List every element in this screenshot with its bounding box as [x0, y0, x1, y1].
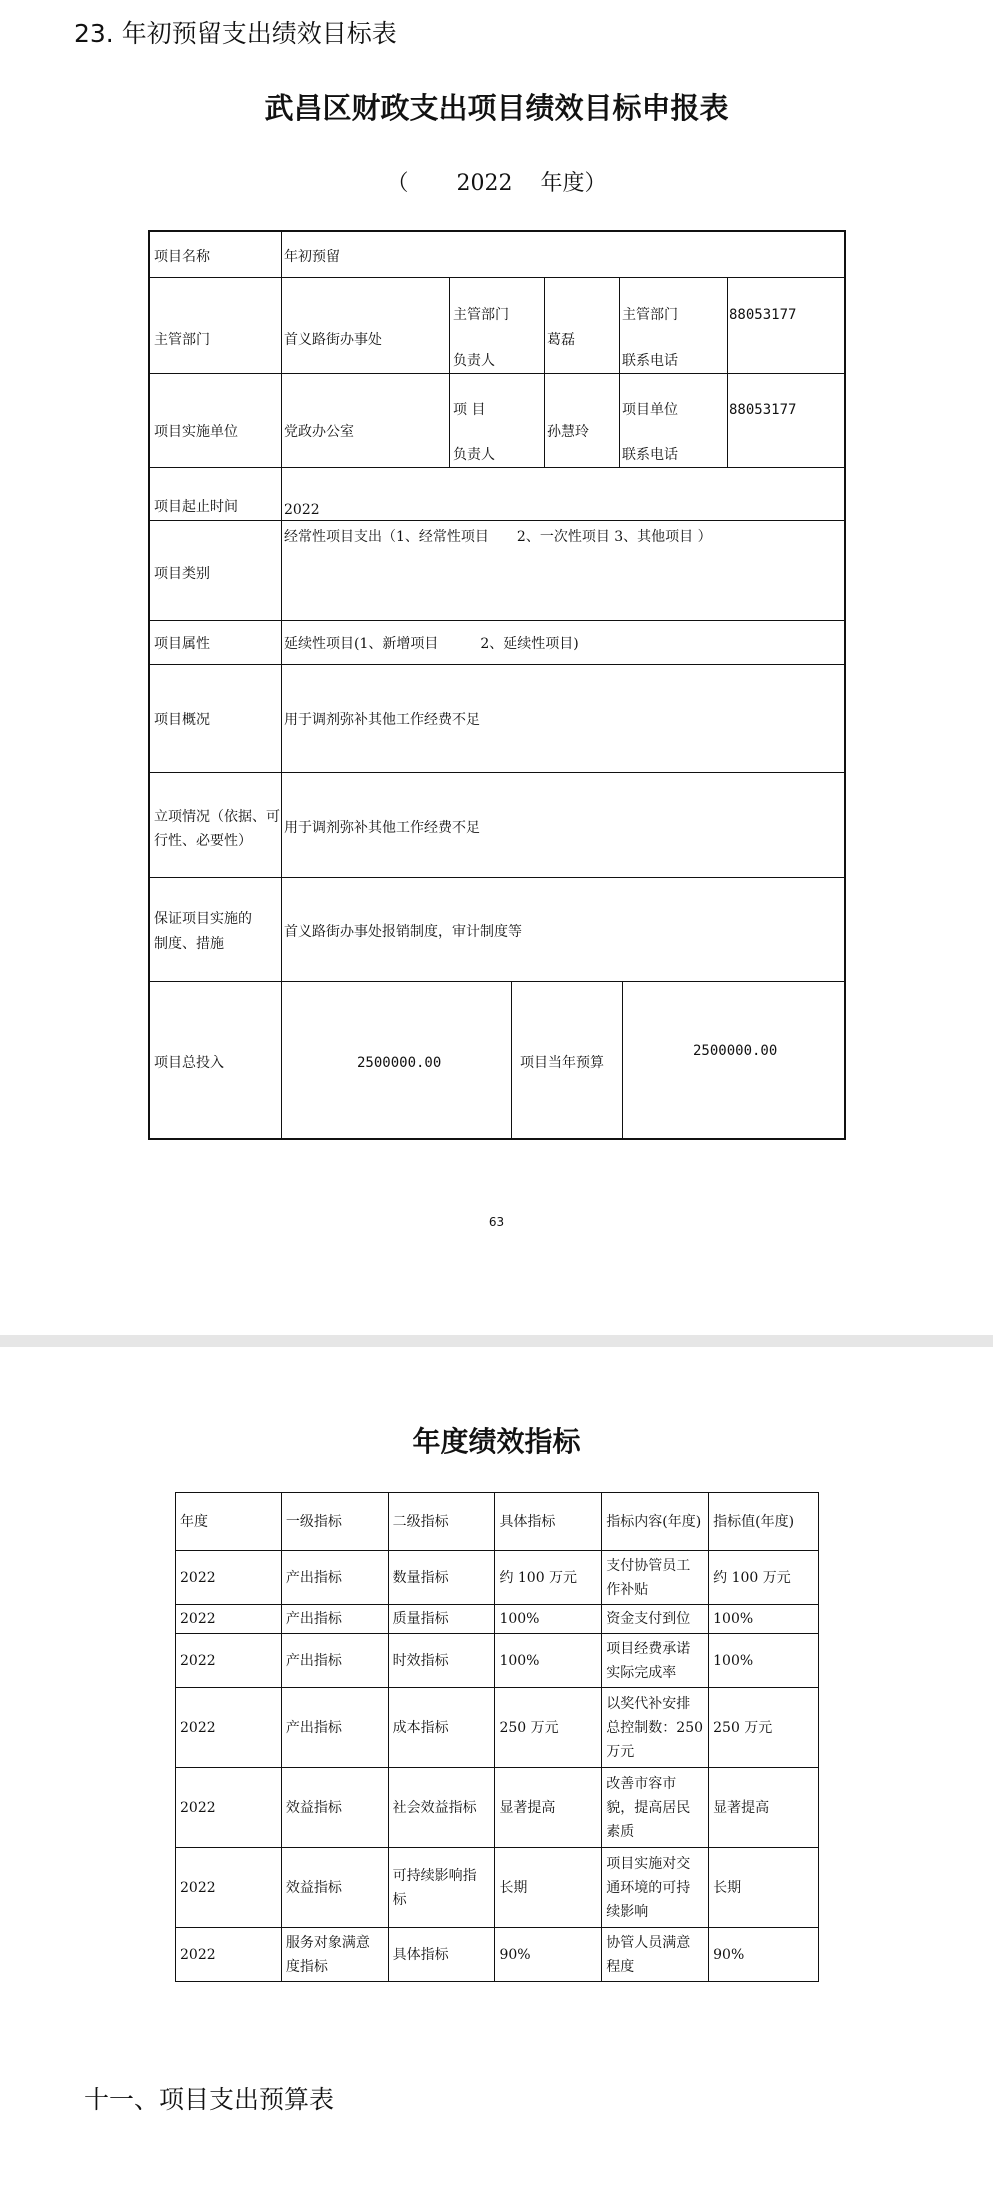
guarantee-label-2: 制度、措施	[154, 936, 224, 952]
unit-phone-value: 88053177	[729, 402, 797, 418]
header-cell: 指标内容(年度)	[602, 1493, 709, 1551]
department-head-label: 主管部门	[453, 307, 509, 323]
table-cell: 产出指标	[281, 1634, 388, 1688]
table-cell: 时效指标	[388, 1634, 495, 1688]
basis-value: 用于调剂弥补其他工作经费不足	[284, 820, 480, 836]
table-row	[176, 1928, 819, 1982]
header-cell: 二级指标	[388, 1493, 495, 1551]
unit-phone-label-2: 联系电话	[622, 447, 678, 463]
table-cell: 项目实施对交通环境的可持续影响	[602, 1848, 709, 1928]
table-cell: 具体指标	[388, 1928, 495, 1982]
table-cell: 可持续影响指标	[388, 1848, 495, 1928]
department-value: 首义路街办事处	[284, 332, 382, 348]
table-cell: 服务对象满意度指标	[281, 1928, 388, 1982]
table-row	[176, 1605, 819, 1634]
year-unit: 年度）	[540, 171, 607, 196]
investment-value: 2500000.00	[357, 1055, 442, 1071]
page-separator	[0, 1335, 993, 1347]
budget-value: 2500000.00	[693, 1043, 778, 1059]
department-phone-label: 主管部门	[622, 307, 678, 323]
header-cell: 具体指标	[495, 1493, 602, 1551]
performance-table	[175, 1492, 819, 1982]
unit-head-label-2: 负责人	[453, 447, 495, 463]
investment-label: 项目总投入	[154, 1055, 224, 1071]
table-cell: 100%	[495, 1634, 602, 1688]
table-cell: 250 万元	[709, 1688, 819, 1768]
table-cell: 改善市容市貌，提高居民素质	[602, 1768, 709, 1848]
form-title: 武昌区财政支出项目绩效目标申报表	[264, 91, 729, 125]
implementing-unit-value: 党政办公室	[284, 424, 354, 440]
table-cell: 2022	[176, 1928, 282, 1982]
table-cell: 100%	[709, 1605, 819, 1634]
basis-label-2: 行性、必要性）	[154, 833, 252, 849]
table-cell: 产出指标	[281, 1688, 388, 1768]
table-cell: 100%	[709, 1634, 819, 1688]
table-cell: 2022	[176, 1605, 282, 1634]
overview-value: 用于调剂弥补其他工作经费不足	[284, 712, 480, 728]
table-cell: 2022	[176, 1848, 282, 1928]
attribute-value: 延续性项目(1、新增项目 2、延续性项目)	[284, 636, 579, 652]
table-cell: 90%	[709, 1928, 819, 1982]
table-cell: 2022	[176, 1551, 282, 1605]
table-cell: 项目经费承诺实际完成率	[602, 1634, 709, 1688]
category-label: 项目类别	[154, 566, 210, 582]
table-cell: 90%	[495, 1928, 602, 1982]
table-cell: 成本指标	[388, 1688, 495, 1768]
table-row	[176, 1634, 819, 1688]
department-phone-label-2: 联系电话	[622, 353, 678, 369]
attribute-label: 项目属性	[154, 636, 210, 652]
guarantee-label: 保证项目实施的	[154, 911, 252, 927]
project-name-label: 项目名称	[154, 249, 210, 265]
table-cell: 2022	[176, 1768, 282, 1848]
table-cell: 250 万元	[495, 1688, 602, 1768]
unit-head-label: 项 目	[453, 402, 486, 418]
table-cell: 2022	[176, 1688, 282, 1768]
year-value: 2022	[456, 171, 513, 196]
project-name-value: 年初预留	[284, 249, 340, 265]
table-cell: 效益指标	[281, 1848, 388, 1928]
table-cell: 支付协管员工作补贴	[602, 1551, 709, 1605]
table-cell: 效益指标	[281, 1768, 388, 1848]
table-row	[176, 1848, 819, 1928]
budget-label: 项目当年预算	[520, 1055, 604, 1071]
period-label: 项目起止时间	[154, 499, 238, 515]
section-heading: 23. 年初预留支出绩效目标表	[74, 19, 397, 48]
header-cell: 一级指标	[281, 1493, 388, 1551]
form-year-line	[0, 166, 993, 197]
table-cell: 协管人员满意程度	[602, 1928, 709, 1982]
next-section-heading: 十一、项目支出预算表	[84, 2085, 335, 2114]
page-number: 63	[488, 1215, 505, 1229]
unit-head-value: 孙慧玲	[547, 424, 589, 440]
implementing-unit-label: 项目实施单位	[154, 424, 238, 440]
table-cell: 产出指标	[281, 1551, 388, 1605]
year-open-paren: （	[386, 171, 409, 196]
basis-label: 立项情况（依据、可	[154, 809, 280, 825]
table-cell: 以奖代补安排总控制数：250 万元	[602, 1688, 709, 1768]
header-cell: 指标值(年度)	[709, 1493, 819, 1551]
department-phone-value: 88053177	[729, 307, 797, 323]
table-cell: 产出指标	[281, 1605, 388, 1634]
table-header-row	[176, 1493, 819, 1551]
table-cell: 长期	[709, 1848, 819, 1928]
table-cell: 显著提高	[495, 1768, 602, 1848]
table-row	[176, 1551, 819, 1605]
table-row	[176, 1768, 819, 1848]
header-cell: 年度	[176, 1493, 282, 1551]
table-cell: 数量指标	[388, 1551, 495, 1605]
table-cell: 质量指标	[388, 1605, 495, 1634]
table-cell: 100%	[495, 1605, 602, 1634]
table-cell: 约 100 万元	[495, 1551, 602, 1605]
department-head-label-2: 负责人	[453, 353, 495, 369]
table-row	[176, 1688, 819, 1768]
period-value: 2022	[284, 502, 320, 518]
unit-phone-label: 项目单位	[622, 402, 678, 418]
department-head-value: 葛磊	[547, 332, 575, 348]
table-cell: 显著提高	[709, 1768, 819, 1848]
overview-label: 项目概况	[154, 712, 210, 728]
table-cell: 2022	[176, 1634, 282, 1688]
guarantee-value: 首义路街办事处报销制度，审计制度等	[284, 924, 522, 940]
department-label: 主管部门	[154, 332, 210, 348]
table-cell: 社会效益指标	[388, 1768, 495, 1848]
table-cell: 约 100 万元	[709, 1551, 819, 1605]
performance-title: 年度绩效指标	[412, 1425, 581, 1458]
table-cell: 长期	[495, 1848, 602, 1928]
category-value: 经常性项目支出（1、经常性项目 2、一次性项目 3、其他项目 ）	[284, 529, 712, 545]
table-cell: 资金支付到位	[602, 1605, 709, 1634]
